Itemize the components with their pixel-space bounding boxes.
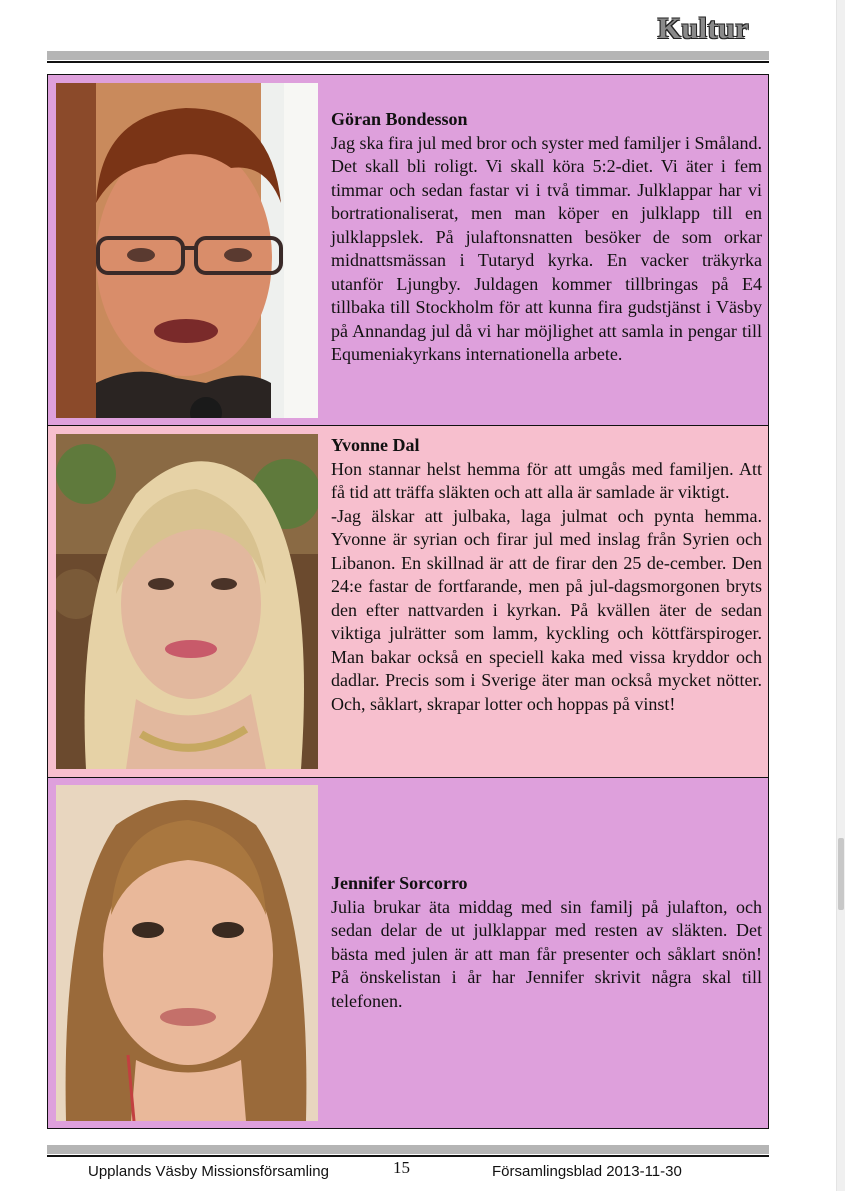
portrait-photo-jennifer [56,785,318,1121]
footer-publication: Församlingsblad 2013-11-30 [492,1163,682,1180]
profile-text-jennifer [331,872,762,1013]
profile-paragraph: -Jag älskar att julbaka, laga julmat och pynta hemma. Yvonne är syrian och firar jul med inslag från Syrien och Libanon. En skillnad är att de firar den 25 de-cember. Den 24:e fastar de fortfarande, men på jul-dagsmorgonen bryts den efter nattvarden i kyrkan. På kvällen äter de sedan viktiga julrätter som lamm, kyckling och köttfärspiroger. Man bakar också en speciell kaka med vissa kryddor och dadlar. Precis som i Sverige äter man också mycket nötter. Och, såklart, skrapar lotter och hoppas på vinst! [331,505,762,714]
footer-rule-gray [47,1145,769,1154]
page-number: 15 [393,1158,410,1177]
scrollbar-thumb[interactable] [838,838,844,910]
profile-panel-goran [47,74,769,426]
portrait-photo-yvonne [56,434,318,769]
portrait-photo-goran [56,83,318,418]
footer-rule-black [47,1155,769,1157]
profile-text-yvonne [331,434,762,716]
profile-panel-yvonne [47,425,769,778]
header-rule-black [47,61,769,63]
profile-text-goran [331,108,762,367]
person-name: Jennifer Sorcorro [331,873,468,893]
footer-organization: Upplands Väsby Missionsförsamling [88,1163,329,1180]
profile-paragraph: Hon stannar helst hemma för att umgås med familjen. Att få tid att träffa släkten och att alla är samlade är viktigt. [331,458,762,502]
person-name: Yvonne Dal [331,435,420,455]
person-name: Göran Bondesson [331,109,468,129]
header-rule-gray [47,51,769,60]
profile-paragraph: Jag ska fira jul med bror och syster med familjer i Småland. Det skall bli roligt. Vi skall köra 5:2-diet. Vi äter i fem timmar och sedan fastar vi i två timmar. Julklappar har vi bortrationaliserat, men man köper en julklapp till en julklappslek. På julaftonsnatten besöker de som orkar midnattsmässan i Tutaryd kyrka. En vacker träkyrka utanför Ljungby. Juldagen kommer tillbringas på E4 tillbaka till Stockholm för att kunna fira gudstjänst i Väsby på Annandag jul då vi har möjlighet att samla in pengar till Equmeniakyrkans internationella arbete. [331,132,762,364]
scrollbar-track[interactable] [836,0,845,1191]
profile-paragraph: Julia brukar äta middag med sin familj på julafton, och sedan delar de ut julklappar med resten av släkten. Det bästa med julen är att man får presenter och såklart snön! På önskelistan i år har Jennifer skrivit några skal till telefonen. [331,896,762,1011]
section-title: Kultur [657,12,749,45]
profile-panel-jennifer [47,777,769,1129]
